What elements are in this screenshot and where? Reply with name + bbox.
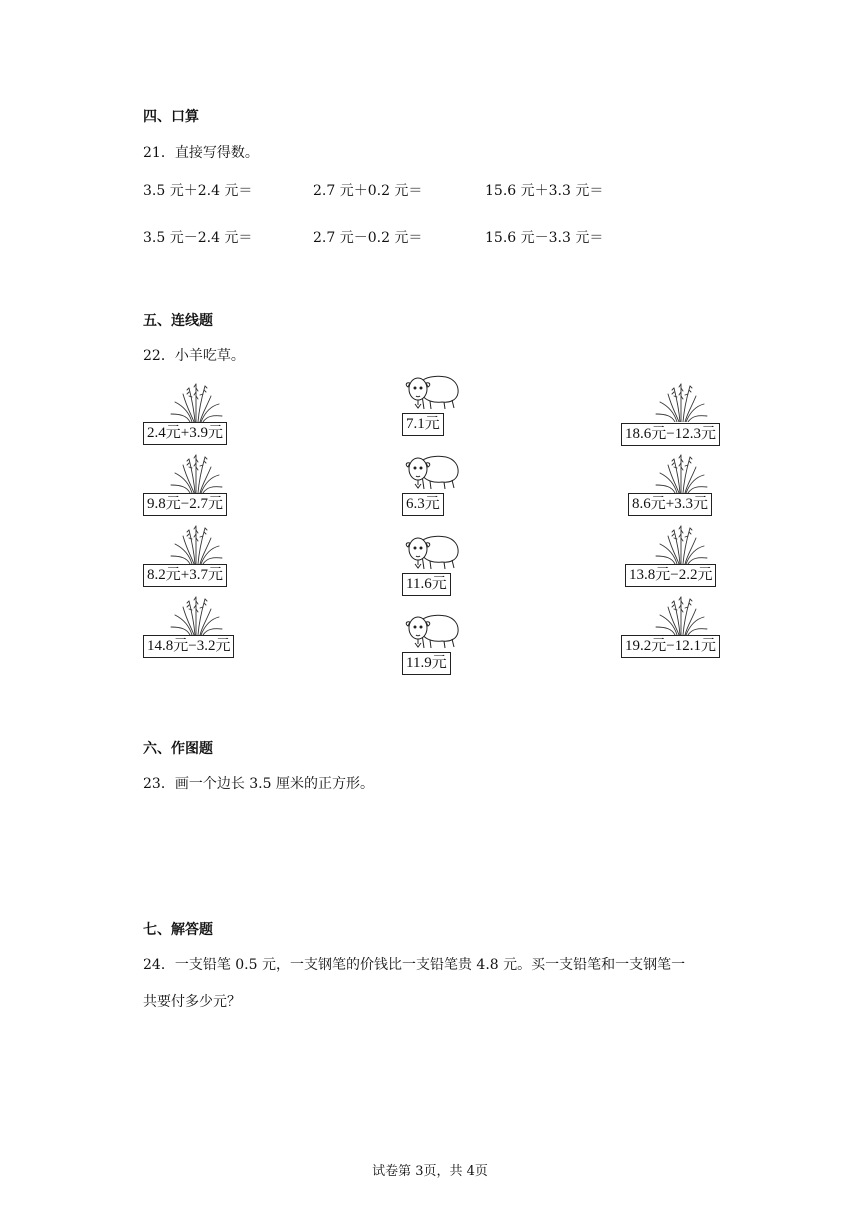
left-grass-expression[interactable]: 9.8元−2.7元 bbox=[143, 493, 227, 516]
calc-item: 3.5 元＋2.4 元＝ bbox=[143, 183, 253, 199]
grass-icon bbox=[165, 382, 225, 422]
section-heading-word-problem: 七、解答题 bbox=[143, 922, 213, 938]
sheep-icon bbox=[404, 455, 460, 491]
question-24-line-2: 共要付多少元？ bbox=[143, 994, 241, 1010]
sheep-price[interactable]: 6.3元 bbox=[402, 493, 444, 516]
grass-icon bbox=[165, 524, 225, 564]
calc-item: 2.7 元＋0.2 元＝ bbox=[313, 183, 423, 199]
sheep-icon bbox=[404, 614, 460, 650]
right-grass-expression[interactable]: 19.2元−12.1元 bbox=[621, 635, 720, 658]
question-21: 21．直接写得数。 bbox=[143, 145, 259, 161]
left-grass-expression[interactable]: 2.4元+3.9元 bbox=[143, 422, 227, 445]
calc-item: 15.6 元＋3.3 元＝ bbox=[485, 183, 604, 199]
grass-icon bbox=[650, 453, 710, 493]
calc-item: 3.5 元－2.4 元＝ bbox=[143, 230, 253, 246]
calc-item: 15.6 元－3.3 元＝ bbox=[485, 230, 604, 246]
right-grass-expression[interactable]: 8.6元+3.3元 bbox=[628, 493, 712, 516]
grass-icon bbox=[165, 453, 225, 493]
sheep-icon bbox=[404, 375, 460, 411]
grass-icon bbox=[165, 595, 225, 635]
right-grass-expression[interactable]: 13.8元−2.2元 bbox=[625, 564, 716, 587]
grass-icon bbox=[650, 595, 710, 635]
question-22: 22．小羊吃草。 bbox=[143, 348, 245, 364]
left-grass-expression[interactable]: 8.2元+3.7元 bbox=[143, 564, 227, 587]
grass-icon bbox=[650, 524, 710, 564]
right-grass-expression[interactable]: 18.6元−12.3元 bbox=[621, 423, 720, 446]
sheep-price[interactable]: 7.1元 bbox=[402, 413, 444, 436]
sheep-price[interactable]: 11.6元 bbox=[402, 573, 451, 596]
section-heading-oral-calc: 四、口算 bbox=[143, 109, 199, 125]
sheep-icon bbox=[404, 535, 460, 571]
section-heading-matching: 五、连线题 bbox=[143, 313, 213, 329]
sheep-price[interactable]: 11.9元 bbox=[402, 652, 451, 675]
page-footer: 试卷第 3页，共 4页 bbox=[372, 1164, 488, 1179]
left-grass-expression[interactable]: 14.8元−3.2元 bbox=[143, 635, 234, 658]
question-24-line-1: 24．一支铅笔 0.5 元，一支钢笔的价钱比一支铅笔贵 4.8 元。买一支铅笔和一支钢笔一 bbox=[143, 957, 686, 973]
section-heading-drawing: 六、作图题 bbox=[143, 741, 213, 757]
calc-item: 2.7 元－0.2 元＝ bbox=[313, 230, 423, 246]
question-23: 23．画一个边长 3.5 厘米的正方形。 bbox=[143, 776, 374, 792]
grass-icon bbox=[650, 382, 710, 422]
